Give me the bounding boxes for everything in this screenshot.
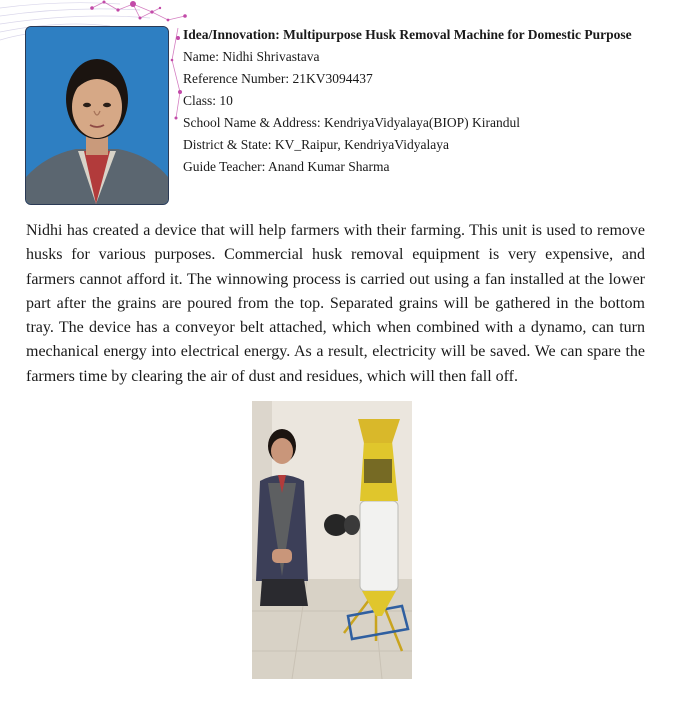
student-class: Class: 10 (183, 93, 233, 108)
student-name: Name: Nidhi Shrivastava (183, 49, 320, 64)
reference-number: Reference Number: 21KV3094437 (183, 71, 373, 86)
school-name-address: School Name & Address: KendriyaVidyalaya(BIOP) Kirandul (183, 115, 520, 130)
student-portrait (25, 26, 169, 205)
district-state: District & State: KV_Raipur, KendriyaVidyalaya (183, 137, 449, 152)
project-description: Nidhi has created a device that will help farmers with their farming. This unit is used to remove husks for various purposes. Commercial husk removal equipment is very expensive, and farmers cannot afford it. The winnowing process is carried out using a fan installed at the lower part after the grains are poured from the top. Separated grains will be gathered in the bottom tray. The device has a conveyor belt attached, which when combined with a dynamo, can turn mechanical energy into electrical energy. As a result, electricity will be saved. We can spare the farmers time by clearing the air of dust and residues, which will then fall off. (26, 222, 645, 385)
guide-teacher: Guide Teacher: Anand Kumar Sharma (183, 159, 390, 174)
student-info (183, 24, 633, 178)
idea-title: Idea/Innovation: Multipurpose Husk Removal Machine for Domestic Purpose (183, 27, 632, 42)
project-photo (252, 401, 412, 679)
